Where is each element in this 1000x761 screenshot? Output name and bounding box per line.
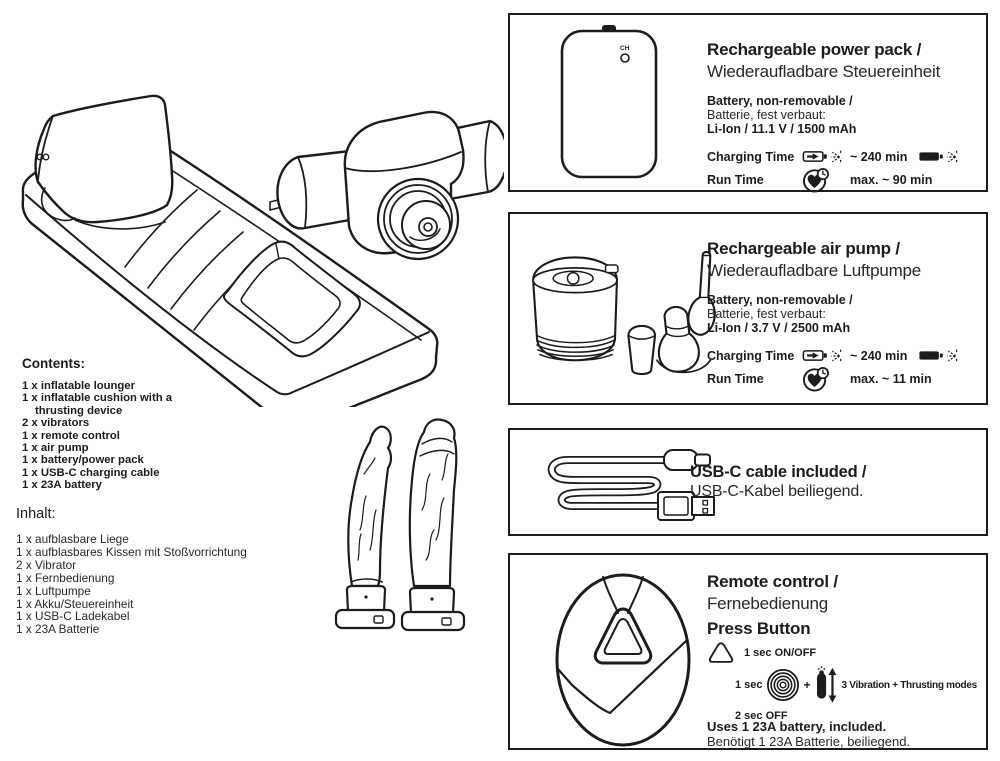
charging-time-row [707,146,958,167]
usb-cable-title-en: USB-C cable included / [690,463,867,481]
inhalt-heading: Inhalt: [16,506,56,522]
contents-item: 2 x vibrators [22,417,90,430]
heart-clock-icon [802,365,831,392]
battery-note-de: Batterie, fest verbaut: [707,307,826,321]
contents-item: 1 x 23A battery [22,479,102,492]
air-pump-illustration [516,244,716,387]
inhalt-item: 1 x Fernbedienung [16,570,115,585]
heart-clock-icon [802,166,831,193]
power-pack-illustration [554,23,664,183]
blink-icon [946,150,958,164]
usb-cable-text [690,430,866,534]
blink-icon [946,349,958,363]
charging-time-value: ~ 240 min [850,348,908,363]
battery-note-en: Battery, non-removable / [707,293,853,307]
blink-icon [830,150,842,164]
air-pump-title-de: Wiederaufladbare Luftpumpe [707,261,922,280]
contents-item: 1 x remote control [22,429,120,442]
remote-title-en: Remote control / [707,572,838,591]
run-time-value: max. ~ 11 min [850,371,932,386]
battery-full-icon [918,150,944,163]
power-pack-port-label: CH [620,45,630,52]
triangle-button-icon [707,641,735,664]
press-row-on [707,641,985,664]
power-pack-title-en: Rechargeable power pack / [707,40,922,59]
remote-title-de: Fernebedienung [707,594,829,613]
battery-full-icon [918,349,944,362]
charging-time-row [707,345,958,366]
press-on-text: 1 sec ON/OFF [744,646,817,659]
remote-battery-de: Benötigt 1 23A Batterie, beiliegend. [707,733,911,749]
run-time-row [707,169,958,190]
usb-cable-title-de: USB-C-Kabel beiliegend. [690,483,864,500]
blink-icon [830,349,842,363]
inhalt-item: 1 x USB-C Ladekabel [16,609,130,624]
air-pump-section [508,212,988,405]
run-time-value: max. ~ 90 min [850,172,933,187]
thrusting-vibrator-icon [815,665,839,705]
inhalt-item: 1 x aufblasbares Kissen mit Stoßvorrichtung [16,544,247,559]
battery-charging-icon [802,150,828,163]
plus-sign: + [803,678,811,692]
battery-spec: Li-Ion / 3.7 V / 2500 mAh [707,321,851,335]
power-pack-title-de: Wiederaufladbare Steuereinheit [707,62,941,81]
contents-item: 1 x battery/power pack [22,454,144,467]
press-button-heading: Press Button [707,619,811,638]
press-mode-prefix: 1 sec [735,679,763,691]
press-off-text: 2 sec OFF [735,710,788,722]
run-time-label: Run Time [707,172,764,187]
charging-time-value: ~ 240 min [850,149,908,164]
vibrators-illustration [322,410,487,632]
press-row-modes [735,665,985,705]
power-pack-section [508,13,988,192]
run-time-row [707,368,958,389]
inhalt-item: 1 x Luftpumpe [16,583,91,598]
charging-time-label: Charging Time [707,348,795,363]
press-row-off [735,706,985,720]
thrusting-cushion-illustration [268,104,504,284]
inhalt-item: 2 x Vibrator [16,557,77,572]
inhalt-item: 1 x Akku/Steuereinheit [16,596,134,611]
battery-note-en: Battery, non-removable / [707,94,853,108]
contents-item: 1 x inflatable cushion with a thrusting device [22,392,173,417]
contents-heading: Contents: [22,356,85,371]
contents-item: 1 x air pump [22,442,89,455]
contents-item: 1 x inflatable lounger [22,380,135,392]
battery-note-de: Batterie, fest verbaut: [707,108,826,122]
press-button-rows [707,641,985,720]
contents-list-de [16,506,346,636]
run-time-label: Run Time [707,371,764,386]
vibration-rings-icon [766,668,800,702]
remote-battery-en: Uses 1 23A battery, included. [707,719,887,734]
charging-time-label: Charging Time [707,149,795,164]
remote-control-illustration [548,571,698,749]
press-mode-text: 3 Vibration + Thrusting modes [841,679,977,691]
remote-control-section [508,553,988,750]
inhalt-item: 1 x aufblasbare Liege [16,532,129,546]
remote-battery-note [707,720,910,749]
battery-spec: Li-Ion / 11.1 V / 1500 mAh [707,122,857,136]
contents-item: 1 x USB-C charging cable [22,466,160,479]
inhalt-item: 1 x 23A Batterie [16,622,100,637]
air-pump-title-en: Rechargeable air pump / [707,239,900,258]
battery-charging-icon [802,349,828,362]
usb-cable-section [508,428,988,536]
contents-list-en [22,356,217,492]
